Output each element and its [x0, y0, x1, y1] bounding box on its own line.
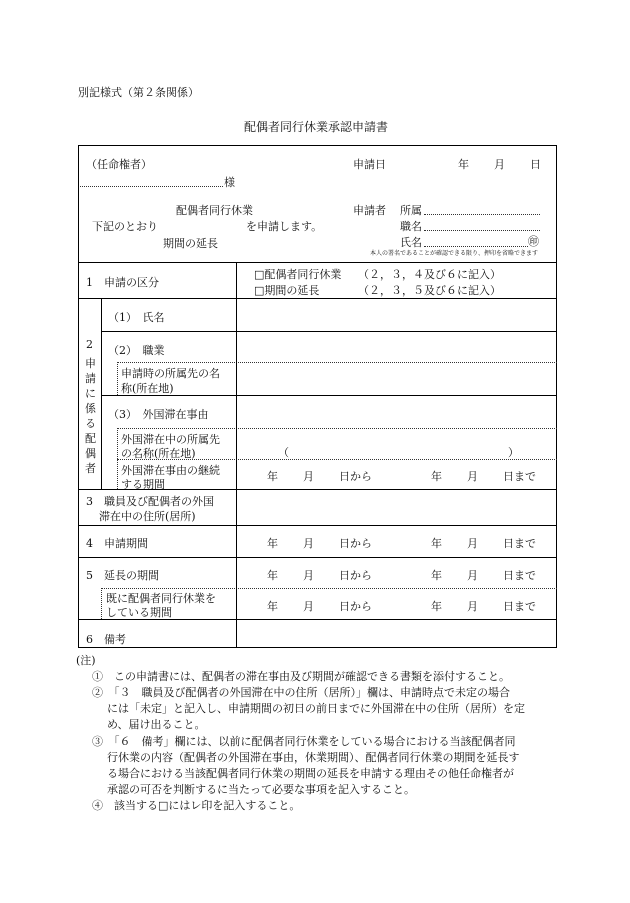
abroad-employer-label-2: の名称(所在地) — [121, 447, 196, 460]
seal-mark: ㊞ — [528, 235, 539, 248]
current-leave-end-month[interactable]: 月 — [467, 600, 478, 613]
option-period-extension: 期間の延長 — [163, 237, 218, 250]
note-2-cont-1: には「未定」と記入し、申請期間の初日の前日までに外国滞在中の住所（居所）を定 — [107, 702, 525, 715]
paren-open: （ — [278, 446, 289, 459]
row3-label-2: 滞在中の住所(居所) — [99, 510, 196, 523]
apply-date-month[interactable]: 月 — [494, 158, 505, 171]
stay-period-label-1: 外国滞在事由の継続 — [121, 464, 220, 477]
current-leave-end-day[interactable]: 日まで — [503, 600, 536, 613]
form-title: 配偶者同行休業承認申請書 — [244, 120, 389, 134]
note-3-cont-3: 承認の可否を判断するに当たって必要な事項を記入すること。 — [107, 783, 415, 796]
position-field[interactable] — [424, 230, 540, 231]
stay-period-start-year[interactable]: 年 — [267, 470, 278, 483]
job-employer-label-1: 申請時の所属先の名 — [121, 367, 220, 380]
stay-period-end-year[interactable]: 年 — [431, 470, 442, 483]
current-leave-end-year[interactable]: 年 — [431, 600, 442, 613]
stay-reason-label: （3） 外国滞在事由 — [108, 408, 209, 421]
apply-date-label: 申請日 — [353, 158, 386, 171]
option-spouse-leave: 配偶者同行休業 — [176, 204, 253, 217]
position-label: 職名 — [400, 220, 422, 233]
stay-period-end-month[interactable]: 月 — [467, 470, 478, 483]
notes-heading: (注) — [76, 654, 96, 667]
row2-number: 2 — [86, 338, 93, 351]
leave-end-year[interactable]: 年 — [431, 537, 442, 550]
note-4: ④ 該当する□にはレ印を記入すること。 — [92, 799, 301, 812]
apply-date-year[interactable]: 年 — [458, 158, 469, 171]
note-2: ② 「３ 職員及び配偶者の外国滞在中の住所（居所）」欄は、申請時点で未定の場合 — [92, 686, 510, 699]
row5-label: 5 延長の期間 — [86, 569, 159, 582]
job-employer-label-2: 称(所在地) — [121, 382, 174, 395]
appointer-label: （任命権者） — [86, 158, 152, 171]
note-3-cont-2: る場合における当該配偶者同行休業の期間の延長を申請する理由その他任命権者が — [107, 767, 514, 780]
extension-start-year[interactable]: 年 — [267, 569, 278, 582]
current-leave-label-2: している期間 — [106, 606, 172, 619]
note-2-cont-2: め、届け出ること。 — [107, 718, 206, 731]
leave-start-year[interactable]: 年 — [267, 537, 278, 550]
affiliation-label: 所属 — [400, 204, 422, 217]
request-prefix: 下記のとおり — [92, 220, 158, 233]
sama-honorific: 様 — [224, 176, 235, 189]
current-leave-start-month[interactable]: 月 — [303, 600, 314, 613]
row1-checkbox-spouse-leave[interactable]: □配偶者同行休業 — [254, 268, 342, 281]
row3-label-1: 3 職員及び配偶者の外国 — [86, 495, 214, 508]
stay-period-end-day[interactable]: 日まで — [503, 470, 536, 483]
leave-start-day[interactable]: 日から — [339, 537, 372, 550]
current-leave-start-year[interactable]: 年 — [267, 600, 278, 613]
leave-end-month[interactable]: 月 — [467, 537, 478, 550]
current-leave-label-1: 既に配偶者同行休業を — [106, 592, 216, 605]
note-1: ① この申請書には、配偶者の滞在事由及び期間が確認できる書類を添付すること。 — [92, 670, 510, 683]
row6-label: 6 備考 — [86, 633, 126, 646]
leave-end-day[interactable]: 日まで — [503, 537, 536, 550]
affiliation-field[interactable] — [424, 214, 540, 215]
row1-note-1: （２，３，４及び６に記入） — [358, 268, 501, 281]
row1-note-2: （２，３，５及び６に記入） — [358, 284, 501, 297]
row4-label: 4 申請期間 — [86, 537, 148, 550]
stay-period-start-day[interactable]: 日から — [339, 470, 372, 483]
extension-end-month[interactable]: 月 — [467, 569, 478, 582]
note-3-cont-1: 行休業の内容（配偶者の外国滞在事由，休業期間）、配偶者同行休業の期間を延長す — [107, 751, 520, 764]
request-suffix: を申請します。 — [246, 220, 323, 233]
row2-vertical-label: 申請に係る配偶者 — [85, 357, 96, 475]
extension-start-month[interactable]: 月 — [303, 569, 314, 582]
stay-period-start-month[interactable]: 月 — [303, 470, 314, 483]
spouse-job-label: （2） 職業 — [108, 344, 165, 357]
applicant-name-field[interactable] — [424, 246, 528, 247]
extension-end-year[interactable]: 年 — [431, 569, 442, 582]
apply-date-day[interactable]: 日 — [530, 158, 541, 171]
leave-start-month[interactable]: 月 — [303, 537, 314, 550]
paren-close: ） — [508, 446, 519, 459]
extension-end-day[interactable]: 日まで — [503, 569, 536, 582]
spouse-name-label: （1） 氏名 — [108, 311, 165, 324]
applicant-label: 申請者 — [353, 204, 386, 217]
row1-checkbox-extension[interactable]: □期間の延長 — [254, 284, 320, 297]
stay-period-label-2: する期間 — [121, 478, 165, 491]
current-leave-start-day[interactable]: 日から — [339, 600, 372, 613]
note-3: ③ 「６ 備考」欄には、以前に配偶者同行休業をしている場合における当該配偶者同 — [92, 735, 516, 748]
appointer-name-field[interactable] — [80, 186, 223, 187]
form-reference: 別記様式（第２条関係） — [78, 86, 199, 99]
abroad-employer-label-1: 外国滞在中の所属先 — [121, 433, 220, 446]
name-label: 氏名 — [400, 236, 422, 249]
signature-note: 本人の署名であることが確認できる限り、押印を省略できます — [370, 250, 539, 257]
row1-label: 1 申請の区分 — [86, 276, 159, 289]
extension-start-day[interactable]: 日から — [339, 569, 372, 582]
